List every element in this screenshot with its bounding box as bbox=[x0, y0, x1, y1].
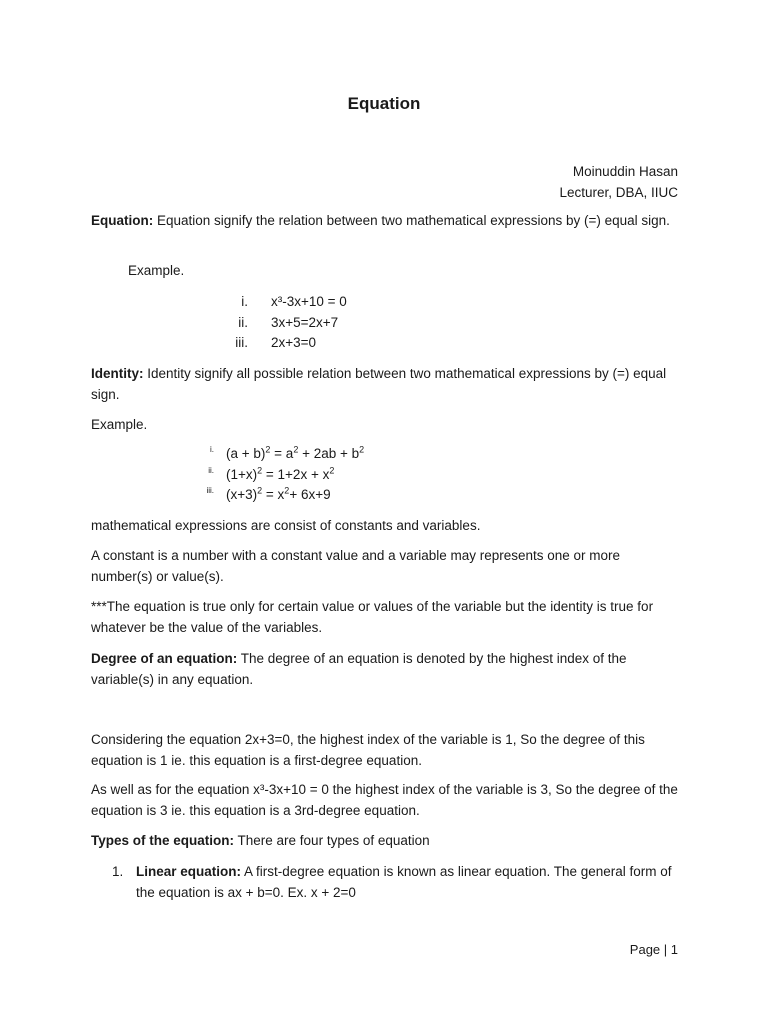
equation-examples-list bbox=[0, 292, 768, 354]
equation-number: i. bbox=[241, 294, 248, 309]
page-title: Equation bbox=[347, 94, 421, 113]
identity-term: Identity: bbox=[91, 366, 144, 381]
equation-text: 3x+5=2x+7 bbox=[271, 314, 339, 330]
degree-term: Degree of an equation: bbox=[91, 651, 238, 666]
identity-text: $(a + b)^2 = a^2 + 2ab + b^2$ bbox=[226, 444, 365, 461]
identity-text: $(x+3)^2 = x^2+ 6x+9$ bbox=[226, 485, 331, 502]
types-text: There are four types of equation bbox=[234, 833, 430, 848]
constants-line: mathematical expressions are consist of constants and variables. bbox=[91, 518, 481, 533]
example-label-2: Example. bbox=[91, 417, 148, 432]
equation-text: 2x+3=0 bbox=[271, 335, 317, 350]
degree-example-1: Considering the equation 2x+3=0, the highest index of the variable is 1, So the degree of this equation is 1 ie. this equation is a first-degree equation. bbox=[91, 732, 645, 768]
types-heading bbox=[91, 831, 681, 852]
equation-text: x³-3x+10 = 0 bbox=[271, 294, 347, 309]
equation-definition-text: Equation signify the relation between two mathematical expressions by (=) equal sign. bbox=[153, 213, 670, 228]
equation-number: iii. bbox=[235, 335, 248, 350]
identity-number: ii. bbox=[208, 465, 214, 475]
linear-term: Linear equation: bbox=[136, 864, 242, 879]
identity-number: i. bbox=[210, 445, 214, 454]
identity-definition bbox=[91, 364, 681, 405]
author-block bbox=[559, 161, 678, 203]
identity-example bbox=[0, 485, 768, 506]
degree-definition bbox=[91, 649, 681, 690]
identity-examples-list bbox=[0, 444, 768, 506]
list-item-linear bbox=[112, 862, 682, 903]
list-number: 1. bbox=[112, 864, 124, 879]
types-term: Types of the equation: bbox=[91, 833, 235, 848]
identity-number: iii. bbox=[206, 486, 214, 495]
page-number: Page | 1 bbox=[629, 942, 678, 957]
author-position: Lecturer, DBA, IIUC bbox=[559, 185, 678, 200]
identity-definition-text: Identity signify all possible relation between two mathematical expressions by (=) equal sign. bbox=[91, 366, 667, 402]
equation-term: Equation: bbox=[91, 213, 154, 228]
example-label-1: Example. bbox=[128, 263, 185, 278]
identity-text: $(1+x)^2 = 1+2x + x^2$ bbox=[226, 465, 335, 482]
author-name: Moinuddin Hasan bbox=[572, 164, 678, 179]
note-paragraph: ***The equation is true only for certain value or values of the variable but the identity is true for whatever be the value of the variables. bbox=[91, 599, 654, 635]
equation-example bbox=[0, 292, 768, 313]
identity-example bbox=[0, 444, 768, 465]
equation-number: ii. bbox=[238, 314, 248, 330]
degree-definition-text: The degree of an equation is denoted by the highest index of the variable(s) in any equation. bbox=[91, 651, 627, 687]
equation-example bbox=[0, 333, 768, 354]
constant-definition: A constant is a number with a constant value and a variable may represents one or more number(s) or value(s). bbox=[91, 548, 621, 584]
linear-text: A first-degree equation is known as linear equation. The general form of the equation is ax + b=0. Ex. x + 2=0 bbox=[136, 864, 672, 900]
equation-example bbox=[0, 313, 768, 334]
list-item-text bbox=[136, 862, 682, 903]
degree-example-2: As well as for the equation x³-3x+10 = 0 the highest index of the variable is 3, So the degree of the equation is 3 ie. this equation is a 3rd-degree equation. bbox=[91, 782, 678, 818]
identity-example bbox=[0, 465, 768, 486]
equation-definition bbox=[91, 211, 681, 232]
